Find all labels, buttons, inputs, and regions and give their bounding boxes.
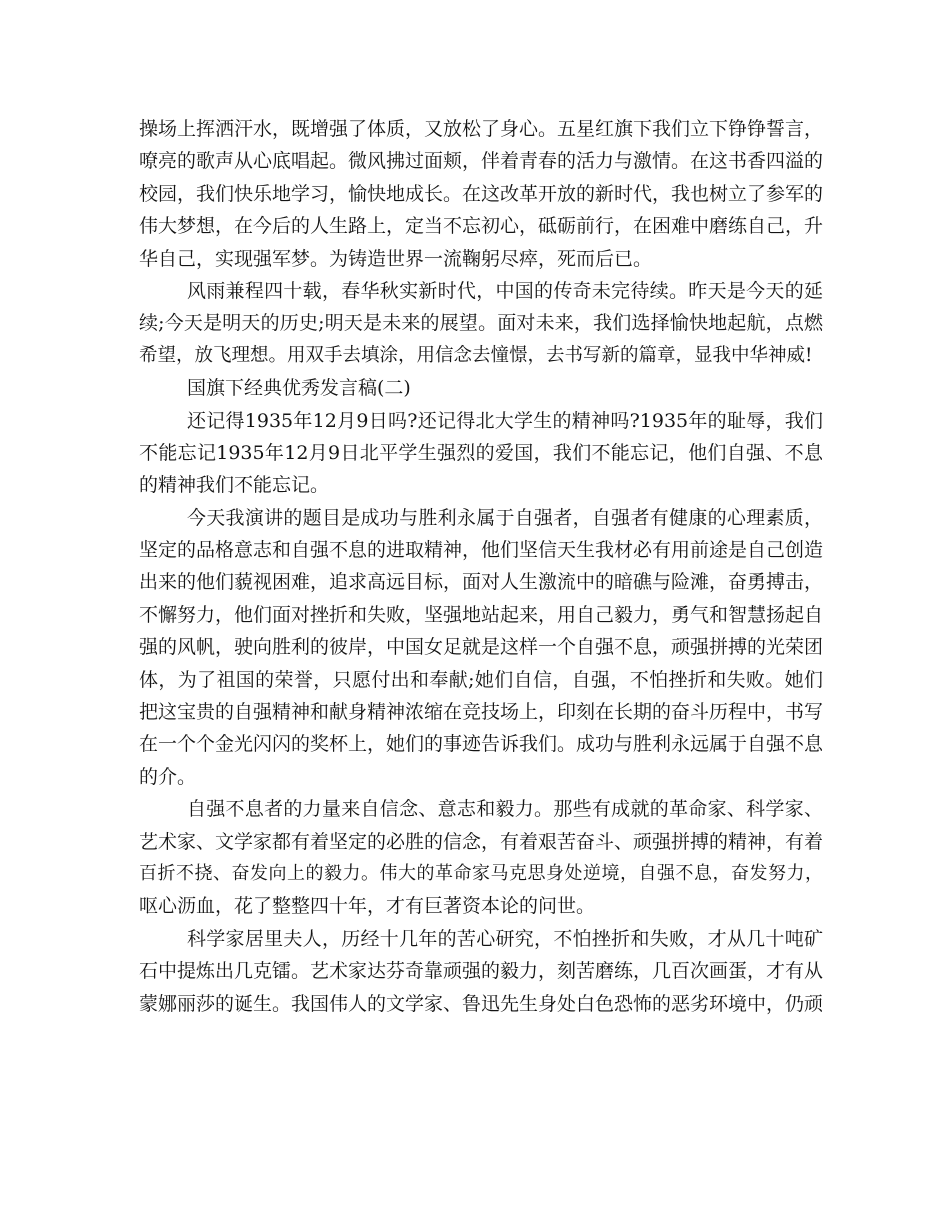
text-line: 华自己，实现强军梦。为铸造世界一流鞠躬尽瘁，死而后已。 [139,247,653,270]
text-line: 石中提炼出几克镭。艺术家达芬奇靠顽强的毅力，刻苦磨练，几百次画蛋，才有从 [139,960,824,983]
text-line: 艺术家、文学家都有着坚定的必胜的信念，有着艰苦奋斗、顽强拼搏的精神，有着 [139,830,824,853]
text-line: 嘹亮的歌声从心底唱起。微风拂过面颊，伴着青春的活力与激情。在这书香四溢的 [139,150,824,173]
text-line: 今天我演讲的题目是成功与胜利永属于自强者，自强者有健康的心理素质， [187,506,823,529]
text-line: 体，为了祖国的荣誉，只愿付出和奉献;她们自信，自强，不怕挫折和失败。她们 [139,668,823,691]
text-line: 把这宝贵的自强精神和献身精神浓缩在竞技场上，印刻在长期的奋斗历程中，书写 [139,701,824,724]
text-line: 的精神我们不能忘记。 [139,474,330,497]
text-line: 操场上挥洒汗水，既增强了体质，又放松了身心。五星红旗下我们立下铮铮誓言， [139,118,824,140]
text-line: 呕心沥血，花了整整四十年，才有巨著资本论的问世。 [139,895,596,918]
text-line: 校园，我们快乐地学习，愉快地成长。在这改革开放的新时代，我也树立了参军的 [139,182,824,205]
text-line: 蒙娜丽莎的诞生。我国伟人的文学家、鲁迅先生身处白色恐怖的恶劣环境中，仍顽 [139,992,824,1015]
text-line: 不懈努力，他们面对挫折和失败，坚强地站起来，用自己毅力，勇气和智慧扬起自 [139,603,824,626]
text-line: 风雨兼程四十载，春华秋实新时代，中国的传奇未完待续。昨天是今天的延 [187,279,823,302]
text-line: 希望，放飞理想。用双手去填涂，用信念去憧憬，去书写新的篇章，显我中华神威! [139,344,813,366]
text-line: 自强不息者的力量来自信念、意志和毅力。那些有成就的革命家、科学家、 [187,798,823,821]
text-line: 国旗下经典优秀发言稿(二) [187,377,411,400]
text-line: 的介。 [139,765,197,788]
text-line: 伟大梦想，在今后的人生路上，定当不忘初心，砥砺前行，在困难中磨练自己，升 [139,215,824,238]
text-line: 强的风帆，驶向胜利的彼岸，中国女足就是这样一个自强不息，顽强拼搏的光荣团 [139,636,824,659]
text-line: 科学家居里夫人，历经十几年的苦心研究，不怕挫折和失败，才从几十吨矿 [187,927,823,950]
text-line: 不能忘记1935年12月9日北平学生强烈的爱国，我们不能忘记，他们自强、不息 [139,441,823,464]
text-line: 还记得1935年12月9日吗?还记得北大学生的精神吗?1935年的耻辱，我们 [187,409,823,432]
text-line: 在一个个金光闪闪的奖杯上，她们的事迹告诉我们。成功与胜利永远属于自强不息 [139,733,824,756]
text-line: 出来的他们藐视困难，追求高远目标，面对人生激流中的暗礁与险滩，奋勇搏击， [139,571,824,594]
document-body [139,113,823,1020]
text-line: 坚定的品格意志和自强不息的进取精神，他们坚信天生我材必有用前途是自己创造 [139,539,824,562]
text-line: 百折不挠、奋发向上的毅力。伟大的革命家马克思身处逆境，自强不息，奋发努力， [139,862,823,884]
text-line: 续;今天是明天的历史;明天是未来的展望。面对未来，我们选择愉快地起航，点燃 [139,312,823,335]
